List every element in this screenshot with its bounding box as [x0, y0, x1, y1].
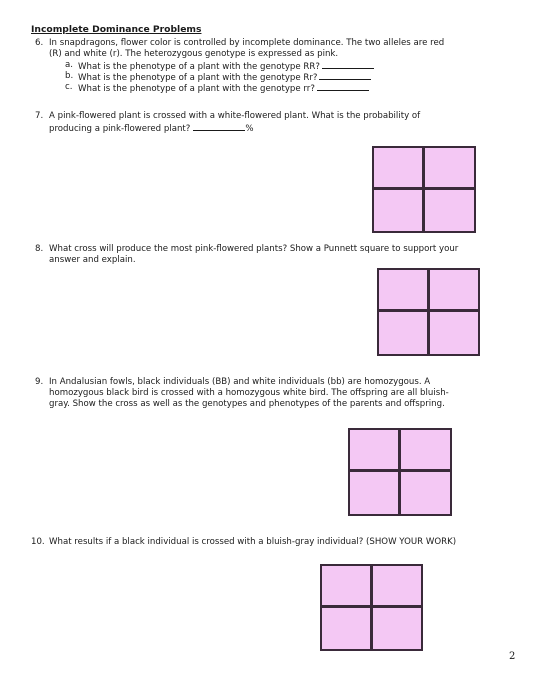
question-7-number: 7.: [35, 111, 44, 121]
question-6-number: 6.: [35, 38, 44, 48]
question-6: [35, 38, 515, 98]
worksheet-heading: Incomplete Dominance Problems: [31, 24, 202, 35]
question-6a-letter: a.: [65, 60, 73, 70]
punnett-square-10-divider-vertical: [370, 566, 373, 649]
question-6a: [65, 60, 465, 71]
question-6c-text: What is the phenotype of a plant with the genotype rr?: [78, 84, 315, 94]
punnett-square-10-divider-horizontal: [322, 605, 421, 608]
question-8-line-1: What cross will produce the most pink-flowered plants? Show a Punnett square to support your: [49, 244, 459, 254]
answer-blank-6c[interactable]: [317, 82, 369, 91]
answer-blank-7[interactable]: [193, 122, 245, 131]
question-8-line-2: answer and explain.: [49, 255, 136, 265]
question-6b: [65, 71, 465, 82]
punnett-square-8-divider-vertical: [427, 270, 430, 354]
question-6c-letter: c.: [65, 82, 73, 92]
question-6b-letter: b.: [65, 71, 74, 81]
answer-blank-6a[interactable]: [322, 60, 374, 69]
question-7-line-2: producing a pink-flowered plant?: [49, 124, 191, 134]
question-6b-text: What is the phenotype of a plant with the genotype Rr?: [78, 73, 318, 83]
question-9-number: 9.: [35, 377, 44, 387]
punnett-square-9-divider-horizontal: [350, 469, 450, 472]
question-6c: [65, 82, 465, 93]
punnett-square-7-divider-vertical: [422, 148, 425, 231]
question-8: [35, 244, 525, 268]
punnett-square-8[interactable]: [377, 268, 480, 356]
question-8-number: 8.: [35, 244, 44, 254]
question-7-unit: %: [245, 124, 254, 134]
question-9: [35, 377, 525, 413]
punnett-square-9[interactable]: [348, 428, 452, 516]
punnett-square-9-divider-vertical: [398, 430, 401, 514]
question-6-line-2: (R) and white (r). The heterozygous genotype is expressed as pink.: [49, 49, 339, 59]
question-7: [35, 111, 515, 135]
answer-blank-6b[interactable]: [319, 71, 371, 80]
punnett-square-7-divider-horizontal: [374, 187, 474, 190]
punnett-square-8-divider-horizontal: [379, 309, 478, 312]
question-6a-text: What is the phenotype of a plant with the genotype RR?: [78, 62, 320, 72]
question-10-line-1: What results if a black individual is crossed with a bluish-gray individual? (SHOW YOUR WORK): [49, 537, 457, 547]
question-9-line-2: homozygous black bird is crossed with a homozygous white bird. The offspring are all bluish-: [49, 388, 449, 398]
question-9-line-3: gray. Show the cross as well as the genotypes and phenotypes of the parents and offspring.: [49, 399, 445, 409]
question-6-line-1: In snapdragons, flower color is controlled by incomplete dominance. The two alleles are red: [49, 38, 445, 48]
question-9-line-1: In Andalusian fowls, black individuals (BB) and white individuals (bb) are homozygous. A: [49, 377, 431, 387]
page-number: 2: [509, 651, 516, 662]
punnett-square-10[interactable]: [320, 564, 423, 651]
question-10: [31, 537, 531, 549]
question-7-line-1: A pink-flowered plant is crossed with a white-flowered plant. What is the probability of: [49, 111, 421, 121]
punnett-square-7[interactable]: [372, 146, 476, 233]
question-10-number: 10.: [31, 537, 45, 547]
